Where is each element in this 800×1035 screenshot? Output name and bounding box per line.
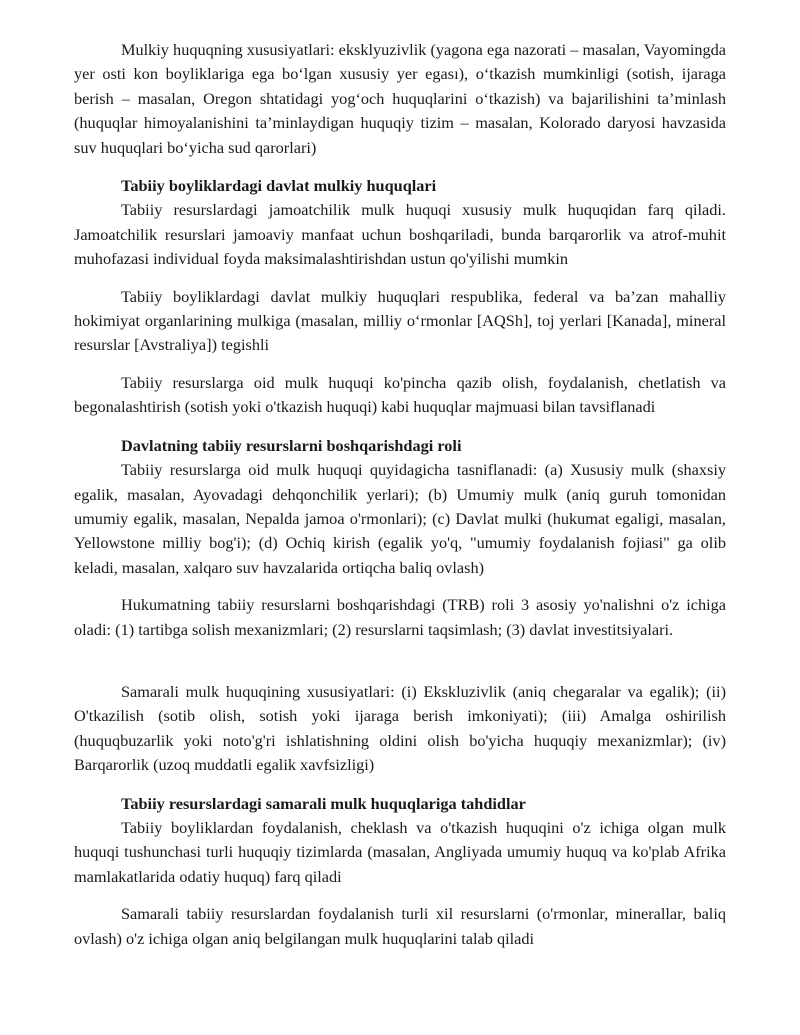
paragraph-property-classification: Tabiiy resurslarga oid mulk huquqi quyidagicha tasniflanadi: (a) Xususiy mulk (shaxsiy egalik, masalan, Ayovadagi dehqonchilik yerlari); (b) Umumiy mulk (aniq guruh tomonidan umumiy egalik, masalan, Nepalda jamoa o'rmonlari); (c) Davlat mulki (hukumat egaligi, masalan, Yellowstone milliy bog'i); (d) Ochiq kirish (egalik yo'q, "umumiy foydalanish fojiasi" ga olib keladi, masalan, xalqaro suv havzalarida ortiqcha baliq ovlash) [74, 460, 726, 577]
paragraph-state-property-scope: Tabiiy boyliklardagi davlat mulkiy huquqlari respublika, federal va ba’zan mahalliy hokimiyat organlarining mulkiga (masalan, milliy o‘rmonlar [AQSh], toj yerlari [Kanada], mineral resurslar [Avstraliya]) tegishli [74, 286, 726, 355]
heading-state-property-rights: Tabiiy boyliklardagi davlat mulkiy huquqlari [121, 176, 437, 196]
paragraph-legal-systems: Tabiiy boyliklardan foydalanish, cheklash va o'tkazish huquqini o'z ichiga olgan mulk huquqi tushunchasi turli huquqiy tizimlarda (masalan, Angliyada umumiy huquq va ko'plab Afrika mamlakatlarida odatiy huquq) farq qiladi [74, 817, 726, 886]
paragraph-effective-use: Samarali tabiiy resurslardan foydalanish turli xil resurslarni (o'rmonlar, minerallar, baliq ovlash) o'z ichiga olgan aniq belgilangan mulk huquqlarini talab qiladi [74, 904, 726, 948]
paragraph-public-property: Tabiiy resurslardagi jamoatchilik mulk huquqi xususiy mulk huquqidan farq qiladi. Jamoatchilik resurslari jamoaviy manfaat uchun boshqariladi, bunda barqarorlik va atrof-muhit muhofazasi individual foyda maksimalashtirishdan ustun qo'yilishi mumkin [74, 200, 726, 269]
paragraph-effective-property-features: Samarali mulk huquqining xususiyatlari: (i) Ekskluzivlik (aniq chegaralar va egalik); (ii) O'tkazilish (sotib olish, sotish yoki ijaraga berish imkoniyati); (iii) Amalga oshirilish (huquqbuzarlik yoki noto'g'ri ishlatishning oldini olish bo'yicha huquqiy mexanizmlar); (iv) Barqarorlik (uzoq muddatli egalik xavfsizligi) [74, 681, 726, 775]
heading-state-role: Davlatning tabiiy resurslarni boshqarishdagi roli [121, 435, 462, 455]
paragraph-rights-bundle: Tabiiy resurslarga oid mulk huquqi ko'pincha qazib olish, foydalanish, chetlatish va begonalashtirish (sotish yoki o'tkazish huquqi) kabi huquqlar majmuasi bilan tavsiflanadi [74, 372, 726, 417]
heading-threats: Tabiiy resurslardagi samarali mulk huquqlariga tahdidlar [121, 793, 526, 813]
paragraph-government-role: Hukumatning tabiiy resurslarni boshqarishdagi (TRB) roli 3 asosiy yo'nalishni o'z ichiga oladi: (1) tartibga solish mexanizmlari; (2) resurslarni taqsimlash; (3) davlat investitsiyalari. [74, 595, 726, 639]
paragraph-property-features: Mulkiy huquqning xususiyatlari: eksklyuzivlik (yagona ega nazorati – masalan, Vayomingda yer osti kon boyliklariga ega bo‘lgan xususiy yer egası), o‘tkazish mumkinligi (sotish, ijaraga berish – masalan, Oregon shtatidagi yog‘och huquqlarini o‘tkazish) va bajarilishini ta’minlash (huquqlar himoyalanishini ta’minlaydigan huquqiy tizim – masalan, Kolorado daryosi havzasida suv huquqlari bo‘yicha sud qarorlari) [74, 40, 726, 157]
document-page [74, 38, 726, 951]
